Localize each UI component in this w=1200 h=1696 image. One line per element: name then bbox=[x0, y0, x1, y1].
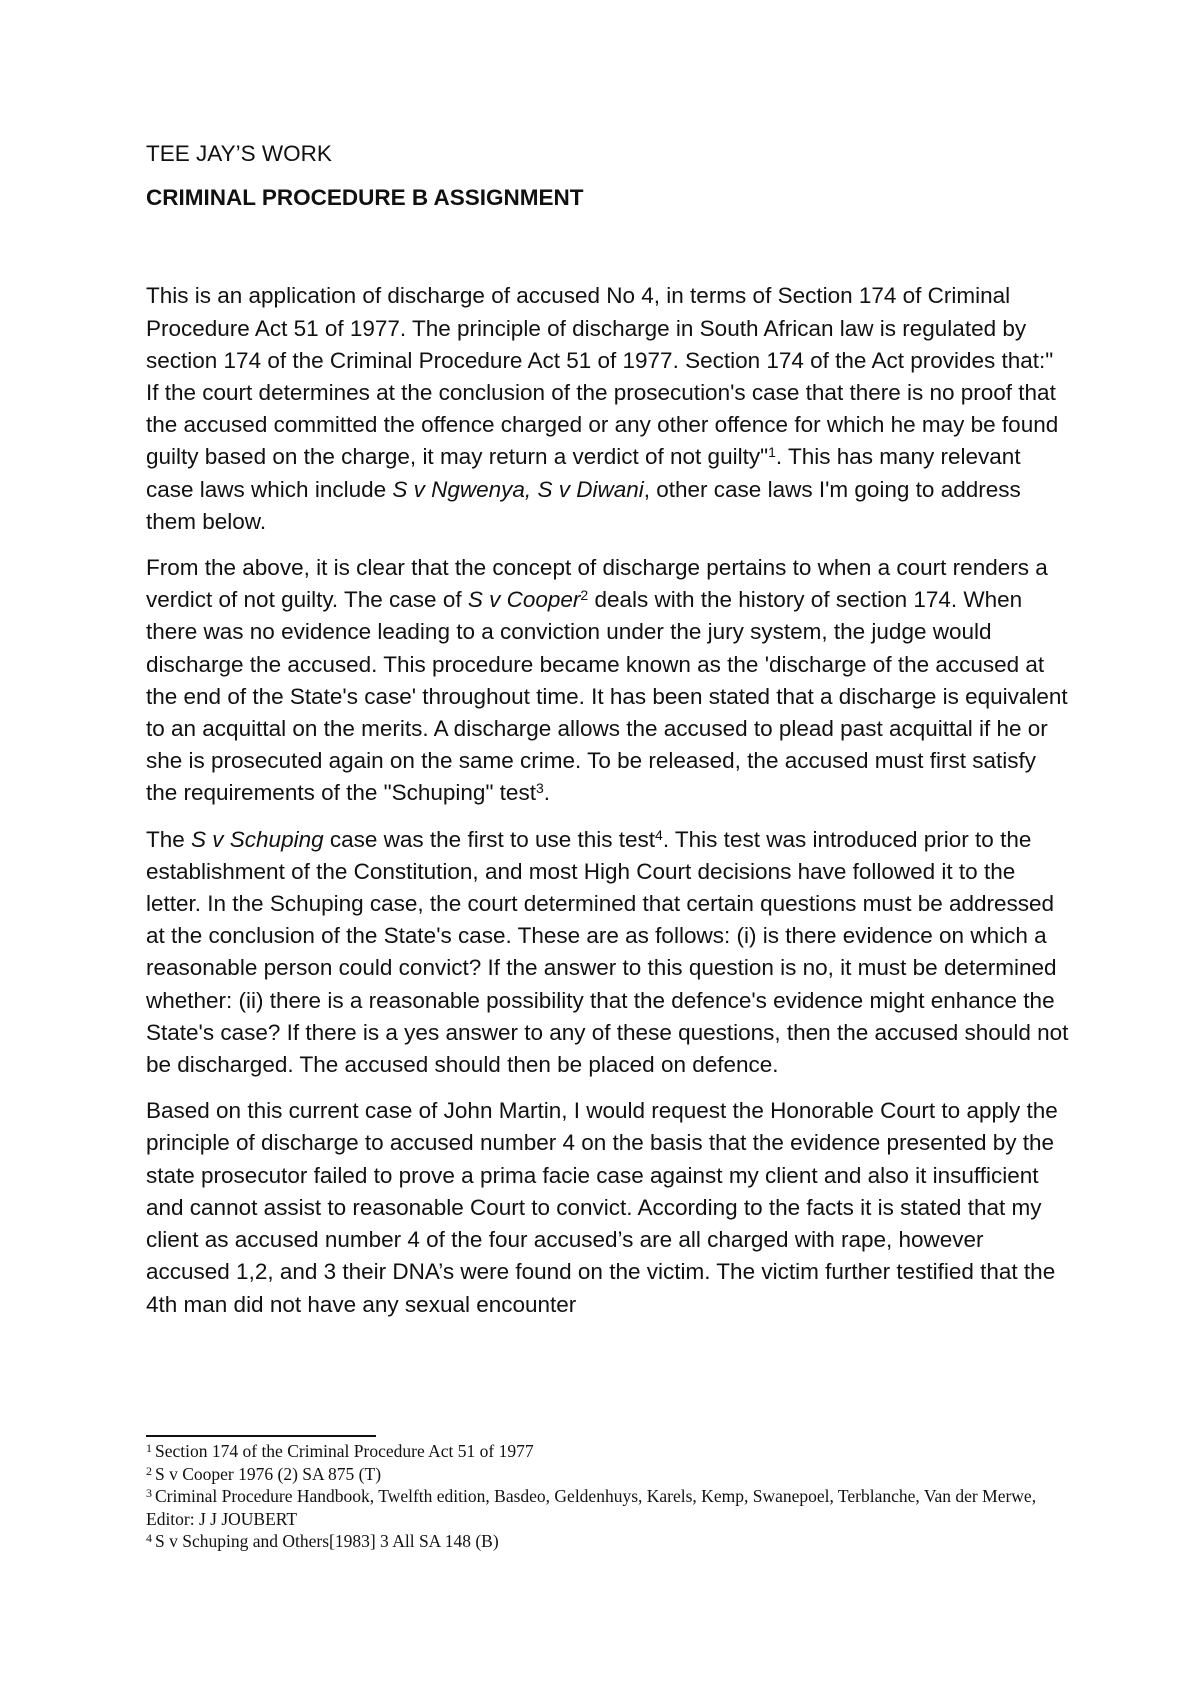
document-title: CRIMINAL PROCEDURE B ASSIGNMENT bbox=[146, 185, 584, 211]
case-name: S v Schuping bbox=[191, 826, 324, 852]
footnote-ref-2[interactable]: 2 bbox=[580, 587, 589, 604]
footnote-3: $^3$ Criminal Procedure Handbook, Twelfth edition, Basdeo, Geldenhuys, Karels, Kemp, Swanepoel, Terblanche, Van der Merwe, Editor: J J JOUBERT bbox=[146, 1486, 1037, 1529]
paragraph-2: From the above, it is clear that the concept of discharge pertains to when a court renders a verdict of not guilty. The case of S v Cooper$^2$ deals with the history of section 174. When there was no evidence leading to a conviction under the jury system, the judge would discharge the accused. This procedure became known as the 'discharge of the accused at the end of the State's case' throughout time. It has been stated that a discharge is equivalent to an acquittal on the merits. A discharge allows the accused to plead past acquittal if he or she is prosecuted again on the same crime. To be released, the accused must first satisfy the requirements of the "Schuping" test$^3$. bbox=[146, 555, 1068, 806]
case-name: S v Ngwenya, bbox=[392, 476, 532, 502]
footnote-separator bbox=[146, 1435, 376, 1437]
footnotes bbox=[146, 1440, 1066, 1553]
document-body bbox=[146, 138, 1070, 1335]
case-name: S v Diwani bbox=[537, 476, 644, 502]
paragraph-1: This is an application of discharge of accused No 4, in terms of Section 174 of Criminal Procedure Act 51 of 1977. The principle of discharge in South African law is regulated by section 174 of the Criminal Procedure Act 51 of 1977. Section 174 of the Act provides that:" If the court determines at the conclusion of the prosecution's case that there is no proof that the accused committed the offence charged or any other offence for which he may be found guilty based on the charge, it may return a verdict of not guilty"$^1$. This has many relevant case laws which include S v Ngwenya, S v Diwani, other case laws I'm going to address them below. bbox=[146, 283, 1059, 534]
footnote-ref-1[interactable]: 1 bbox=[768, 444, 776, 461]
footnote-ref-3[interactable]: 3 bbox=[535, 780, 544, 797]
footnote-1: $^1$ Section 174 of the Criminal Procedure Act 51 of 1977 bbox=[146, 1441, 534, 1461]
document-header: TEE JAY’S WORK bbox=[146, 141, 332, 166]
paragraph-4: Based on this current case of John Martin, I would request the Honorable Court to apply the principle of discharge to accused number 4 on the basis that the evidence presented by the state prosecutor failed to prove a prima facie case against my client and also it insufficient and cannot assist to reasonable Court to convict. According to the facts it is stated that my client as accused number 4 of the four accused’s are all charged with rape, however accused 1,2, and 3 their DNA’s were found on the victim. The victim further testified that the 4th man did not have any sexual encounter bbox=[146, 1098, 1058, 1317]
footnote-4: $^4$ S v Schuping and Others[1983] 3 All SA 148 (B) bbox=[146, 1531, 499, 1551]
case-name: S v Cooper bbox=[467, 587, 581, 613]
footnote-ref-4[interactable]: 4 bbox=[655, 826, 663, 843]
footnote-2: $^2$ S v Cooper 1976 (2) SA 875 (T) bbox=[146, 1463, 382, 1484]
paragraph-3: The S v Schuping case was the first to use this test$^4$. This test was introduced prior to the establishment of the Constitution, and most High Court decisions have followed it to the letter. In the Schuping case, the court determined that certain questions must be addressed at the conclusion of the State's case. These are as follows: (i) is there evidence on which a reasonable person could convict? If the answer to this question is no, it must be determined whether: (ii) there is a reasonable possibility that the defence's evidence might enhance the State's case? If there is a yes answer to any of these questions, then the accused should not be discharged. The accused should then be placed on defence. bbox=[146, 826, 1069, 1078]
